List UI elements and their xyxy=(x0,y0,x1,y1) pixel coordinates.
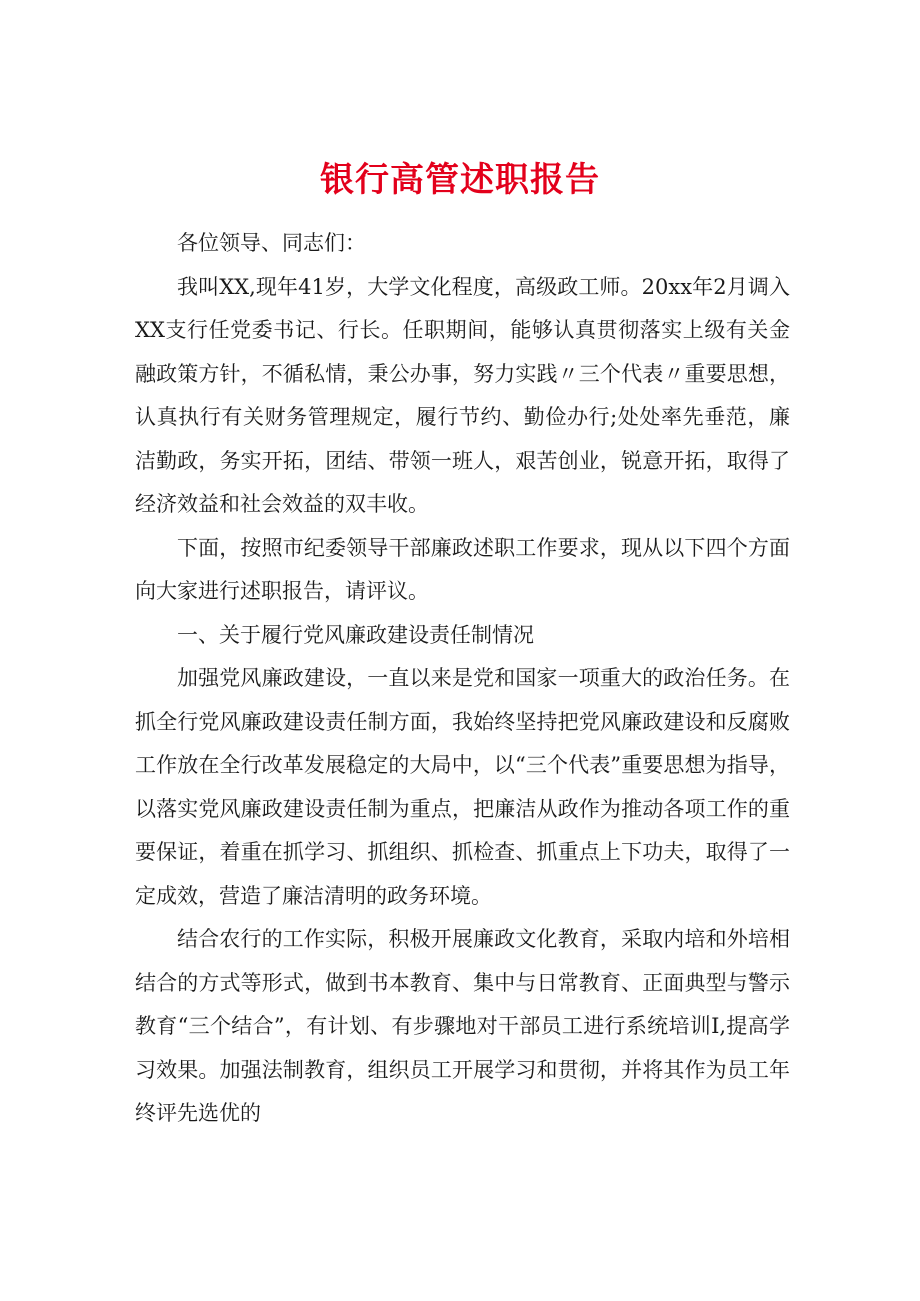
paragraph-intro: 我叫XX,现年41岁，大学文化程度，高级政工师。20xx年2月调入XX支行任党委书记、行长。任职期间，能够认真贯彻落实上级有关金融政策方针，不循私情，秉公办事，努力实践〃三个代表〃重要思想，认真执行有关财务管理规定，履行节约、勤俭办行;处处率先垂范，廉洁勤政，务实开拓，团结、带领一班人，艰苦创业，锐意开拓，取得了经济效益和社会效益的双丰收。 xyxy=(135,274,790,516)
section-heading-1: 一、关于履行党风廉政建设责任制情况 xyxy=(177,622,534,647)
document-body xyxy=(135,222,790,1136)
paragraph-outline: 下面，按照市纪委领导干部廉政述职工作要求，现从以下四个方面向大家进行述职报告，请评议。 xyxy=(135,535,790,603)
document-title: 银行高管述职报告 xyxy=(320,159,600,200)
greeting: 各位领导、同志们： xyxy=(177,231,366,255)
paragraph-section1-b: 结合农行的工作实际，积极开展廉政文化教育，采取内培和外培相结合的方式等形式，做到书本教育、集中与日常教育、正面典型与警示教育“三个结合”，有计划、有步骤地对干部员工进行系统培训I,提高学习效果。加强法制教育，组织员工开展学习和贯彻，并将其作为员工年终评先选优的 xyxy=(135,927,790,1125)
paragraph-section1-a: 加强党风廉政建设，一直以来是党和国家一项重大的政治任务。在抓全行党风廉政建设责任制方面，我始终坚持把党风廉政建设和反腐败工作放在全行改革发展稳定的大局中，以“三个代表”重要思想为指导，以落实党风廉政建设责任制为重点，把廉洁从政作为推动各项工作的重要保证，着重在抓学习、抓组织、抓检查、抓重点上下功夫，取得了一定成效，营造了廉洁清明的政务环境。 xyxy=(135,666,790,908)
